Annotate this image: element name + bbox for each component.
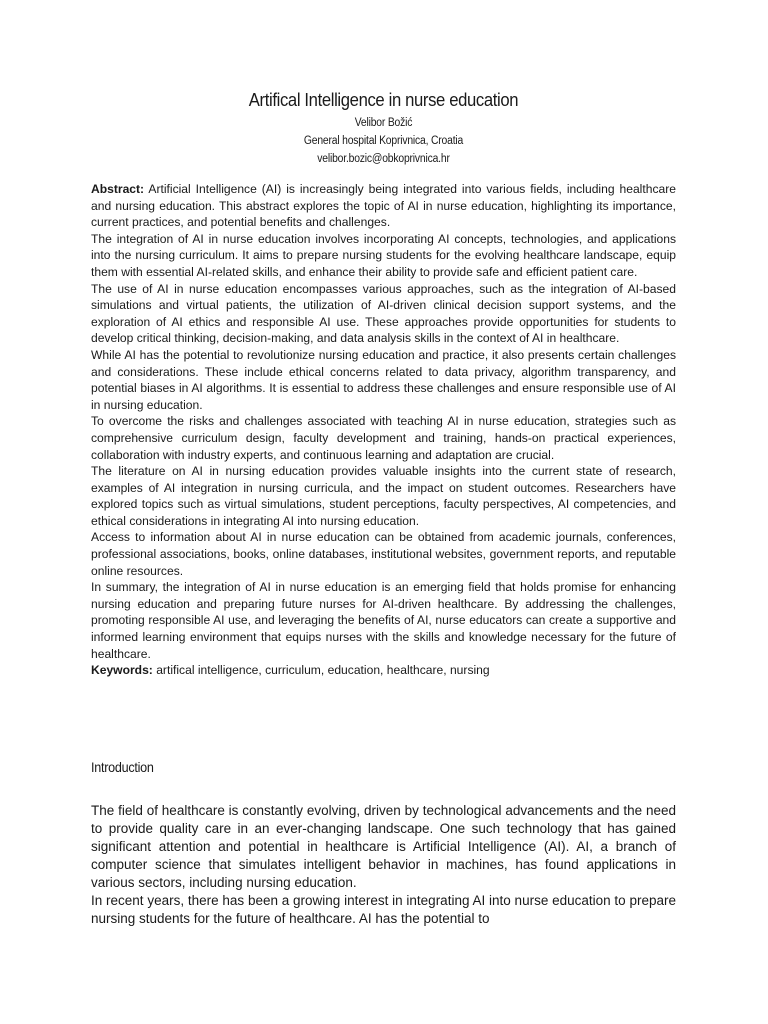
abstract-paragraph: To overcome the risks and challenges associated with teaching AI in nurse education, strategies such as comprehensive curriculum design, faculty development and training, hands-on practical experiences, collaboration with industry experts, and continuous learning and adaptation are crucial. bbox=[91, 414, 676, 462]
abstract-paragraph: While AI has the potential to revolutionize nursing education and practice, it also presents certain challenges and considerations. These include ethical concerns related to data privacy, algorithm transparency, and potential biases in AI algorithms. It is essential to address these challenges and ensure responsible use of AI in nursing education. bbox=[91, 347, 676, 412]
abstract-paragraph: Access to information about AI in nurse education can be obtained from academic journals, conferences, professional associations, books, online databases, institutional websites, government reports, and reputable online resources. bbox=[91, 530, 676, 578]
author-email: velibor.bozic@obkoprivnica.hr bbox=[317, 153, 450, 165]
introduction-paragraph: In recent years, there has been a growing interest in integrating AI into nurse education to prepare nursing students for the future of healthcare. AI has the potential to bbox=[91, 893, 676, 926]
paper-title: Artifical Intelligence in nurse education bbox=[248, 89, 519, 110]
abstract-label: Abstract: bbox=[91, 182, 145, 196]
keywords-text: artifical intelligence, curriculum, education, healthcare, nursing bbox=[156, 663, 490, 678]
keywords-label: Keywords: bbox=[91, 663, 153, 678]
keywords-line bbox=[91, 662, 676, 679]
abstract-paragraph bbox=[91, 181, 676, 231]
abstract-paragraph: The use of AI in nurse education encompasses various approaches, such as the integration of AI-based simulations and virtual patients, the utilization of AI-driven clinical decision support systems, and the exploration of AI ethics and responsible AI use. These approaches provide opportunities for students to develop critical thinking, decision-making, and data analysis skills in the context of AI in healthcare. bbox=[91, 281, 676, 346]
introduction-paragraph: The field of healthcare is constantly evolving, driven by technological advancements and the need to provide quality care in an ever-changing landscape. One such technology that has gained significant attention and potential in healthcare is Artificial Intelligence (AI). AI, a branch of computer science that simulates intelligent behavior in machines, has found applications in various sectors, including nursing education. bbox=[91, 803, 676, 890]
abstract-paragraph: The literature on AI in nursing education provides valuable insights into the current state of research, examples of AI integration in nursing curricula, and the impact on student outcomes. Researchers have explored topics such as virtual simulations, student perceptions, faculty perspectives, AI competencies, and ethical considerations in integrating AI into nursing education. bbox=[91, 464, 676, 528]
author-name: Velibor Božić bbox=[354, 117, 413, 129]
abstract-paragraph: The integration of AI in nurse education involves incorporating AI concepts, technologies, and applications into the nursing curriculum. It aims to prepare nursing students for the evolving healthcare landscape, equip them with essential AI-related skills, and enhance their ability to provide safe and efficient patient care. bbox=[91, 231, 676, 279]
author-affiliation: General hospital Koprivnica, Croatia bbox=[303, 135, 464, 147]
introduction-section bbox=[91, 802, 676, 928]
abstract-paragraph: In summary, the integration of AI in nurse education is an emerging field that holds promise for enhancing nursing education and preparing future nurses for AI-driven healthcare. By addressing the challenges, promoting responsible AI use, and leveraging the benefits of AI, nurse educators can create a supportive and informed learning environment that equips nurses with the skills and knowledge necessary for the future of healthcare. bbox=[91, 580, 676, 661]
introduction-heading: Introduction bbox=[91, 759, 154, 775]
abstract-section bbox=[91, 181, 676, 679]
abstract-text: Artificial Intelligence (AI) is increasingly being integrated into various fields, including healthcare and nursing education. This abstract explores the topic of AI in nurse education, highlighting its importance, current practices, and potential benefits and challenges. bbox=[91, 182, 676, 230]
